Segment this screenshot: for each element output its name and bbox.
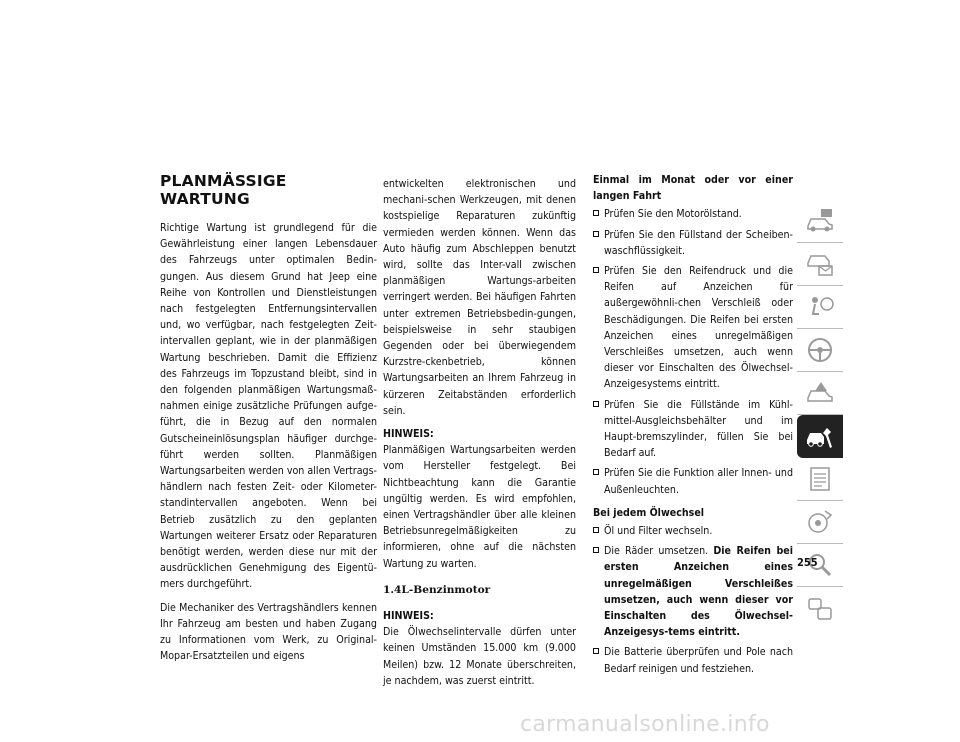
- tab-maintenance[interactable]: [797, 415, 843, 458]
- page-title: PLANMÄSSIGE WARTUNG: [160, 172, 287, 208]
- checkbox-icon: [593, 401, 599, 407]
- list-item: Prüfen Sie den Motorölstand.: [593, 206, 793, 222]
- list-item: Die Räder umsetzen. Die Reifen bei ersten Anzeichen eines unregelmäßigen Verschleißes umsetzen, auch wenn dieser vor Einschalten des Ölwechsel-Anzeigesys-tems eintritt.: [593, 543, 793, 640]
- checkbox-icon: [593, 267, 599, 273]
- airbag-safety-icon: [805, 292, 835, 322]
- column-1: [160, 172, 377, 664]
- oil-change-heading: Bei jedem Ölwechsel: [593, 506, 705, 519]
- list-item: Prüfen Sie den Füllstand der Scheiben-waschflüssigkeit.: [593, 227, 793, 259]
- list-item: Prüfen Sie die Füllstände im Kühl-mittel-Ausgleichsbehälter und im Haupt-bremszylinder, füllen Sie bei Bedarf auf.: [593, 397, 793, 462]
- tools-paragraph: entwickelten elektronischen und mechani-schen Werkzeugen, mit denen kostspielige Reparaturen zukünftig vermieden werden können. Wenn das Auto häufig zum Abschleppen benutzt wird, sollte das Inter-vall zwischen planmäßigen Wartungs-arbeiten verringert werden. Bei häufigen Fahrten unter extremen Betriebsbedin-gungen, beispielsweise in sehr staubigen Gegenden oder bei überwiegendem Kurzstre-ckenbetrieb, können Wartungsarbeiten an Ihrem Fahrzeug in kürzeren Zeitabständen erforderlich sein.: [383, 178, 576, 417]
- tab-airbag-safety[interactable]: [797, 286, 843, 329]
- steering-wheel-icon: [805, 335, 835, 365]
- car-emergency-icon: [805, 378, 835, 408]
- checkbox-icon: [593, 210, 599, 216]
- specifications-list-icon: [805, 464, 835, 494]
- car-message-icon: [805, 249, 835, 279]
- checkbox-icon: [593, 648, 599, 654]
- watermark-footer: carmanualsonline.info: [520, 712, 770, 737]
- monthly-heading: Einmal im Monat oder vor einer langen Fahrt: [593, 174, 793, 203]
- checkbox-icon: [593, 231, 599, 237]
- car-maintenance-icon: [805, 422, 835, 452]
- note-text-1: Planmäßigen Wartungsarbeiten werden vom Hersteller festgelegt. Bei Nichtbeachtung kann die Garantie ungültig werden. Es wird empfohlen, einen Vertragshändler über alle kleinen Betriebsunregelmäßigkeiten zu informieren, ohne auf die nächsten Wartung zu warten.: [383, 444, 576, 570]
- tab-car-info[interactable]: [797, 200, 843, 243]
- checkbox-icon: [593, 547, 599, 553]
- mechanics-paragraph: Die Mechaniker des Vertragshändlers kennen Ihr Fahrzeug am besten und haben Zugang zu Informationen vom Werk, zu Original-Mopar-Ersatzteilen und eigens: [160, 601, 377, 663]
- intro-paragraph: Richtige Wartung ist grundlegend für die Gewährleistung einer langen Lebensdauer des Fahrzeugs unter optimalen Bedin-gungen. Aus diesem Grund hat Jeep eine Reihe von Kontrollen und Dienstleistungen nach festgelegten Entfernungsintervallen und, wo verfügbar, nach festgelegten Zeit-intervallen geplant, wie in der planmäßigen Wartung beschrieben. Damit die Effizienz des Fahrzeugs im Topzustand bleibt, sind in den folgenden planmäßigen Wartungsmaß-nahmen einige zusätzliche Prüfungen aufge-führt, die in Bezug auf den normalen Gutscheineinlösungsplan häufiger durchge-führt werden sollten. Planmäßigen Wartungsarbeiten werden von allen Vertrags-händlern nach festen Zeit- oder Kilometer-standintervallen angeboten. Wenn bei Betrieb zusätzlich zu den geplanten Wartungen weiterer Ersatz oder Reparaturen benötigt werden, werden diese nur mit der ausdrücklichen Genehmigung des Eigentü-mers durchgeführt.: [160, 222, 377, 591]
- list-item: Die Batterie überprüfen und Pole nach Bedarf reinigen und festziehen.: [593, 644, 793, 676]
- engine-subheading: 1.4L-Benzinmotor: [383, 583, 491, 596]
- page-number: 255: [797, 556, 818, 569]
- column-2: [383, 176, 576, 689]
- list-item: Öl und Filter wechseln.: [593, 523, 793, 539]
- tab-emergency[interactable]: [797, 372, 843, 415]
- checkbox-icon: [593, 527, 599, 533]
- language-icon: [805, 594, 835, 624]
- tab-steering[interactable]: [797, 329, 843, 372]
- tab-multimedia[interactable]: [797, 501, 843, 544]
- checkbox-icon: [593, 469, 599, 475]
- car-info-icon: [805, 206, 835, 236]
- list-item: Prüfen Sie den Reifendruck und die Reifen auf Anzeichen für außergewöhnli-chen Verschleiß oder Beschädigungen. Die Reifen bei ersten Anzeichen eines unregelmäßigen Verschleißes umsetzen, auch wenn dieser vor Einschalten des Ölwechsel-Anzeigesystems eintritt.: [593, 263, 793, 393]
- note-text-2: Die Ölwechselintervalle dürfen unter keinen Umständen 15.000 km (9.000 Meilen) bzw. 12 Monate überschreiten, je nachdem, was zuerst eintritt.: [383, 626, 576, 687]
- column-3: [593, 172, 793, 681]
- tab-language[interactable]: [797, 587, 843, 630]
- note-heading-2: HINWEIS:: [383, 610, 434, 623]
- tab-specifications[interactable]: [797, 458, 843, 501]
- note-heading-1: HINWEIS:: [383, 428, 434, 441]
- list-item: Prüfen Sie die Funktion aller Innen- und Außenleuchten.: [593, 465, 793, 497]
- multimedia-icon: [805, 507, 835, 537]
- tab-car-message[interactable]: [797, 243, 843, 286]
